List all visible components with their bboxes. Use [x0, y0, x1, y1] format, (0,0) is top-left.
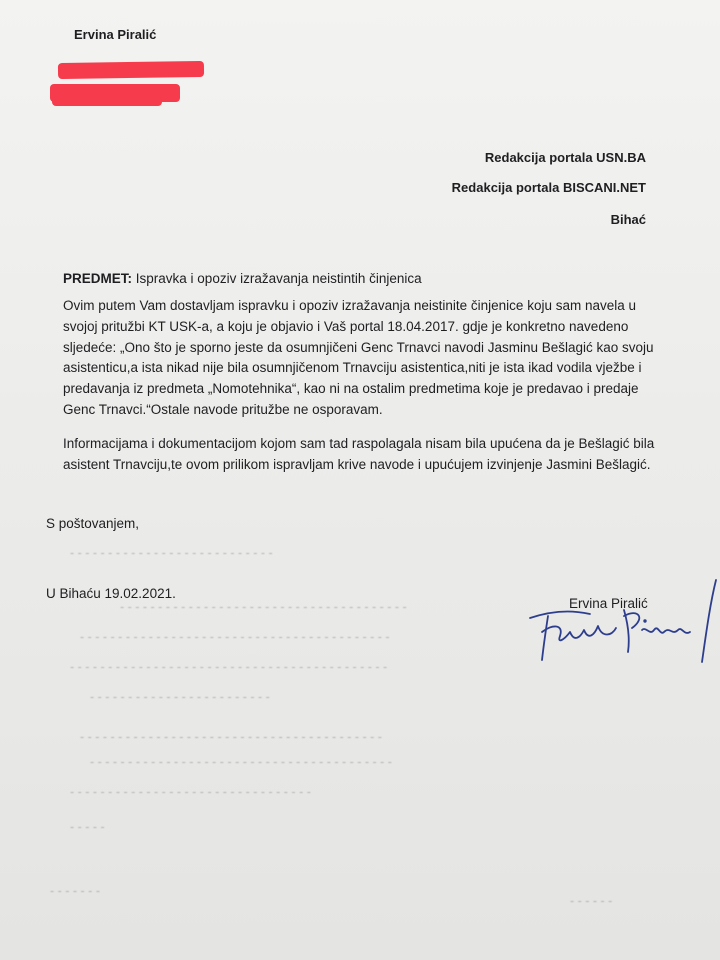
- recipient-line: Redakcija portala USN.BA: [484, 150, 646, 165]
- body-line: svojoj pritužbi KT USK-a, a koju je objavio i Vaš portal 18.04.2017. gdje je konkretno navedeno: [63, 318, 629, 334]
- closing-salutation: S poštovanjem,: [46, 516, 140, 531]
- bleed-through-decoration: - - - - - - - - - - - - - - - - - - - - - - - - - - - - - - - - - - - - - -: [120, 600, 407, 614]
- subject-text: Ispravka i opoziv izražavanja neistintih činjenica: [135, 271, 422, 286]
- bleed-through-decoration: - - - - - - - - - - - - - - - - - - - - - - - -: [90, 690, 270, 704]
- bleed-through-decoration: - - - - - - - - - - - - - - - - - - - - - - - - - - - - - - - - - - - - - - - -: [80, 730, 382, 744]
- body-line: asistent Trnavciju,te ovom prilikom ispravljam krive navode i upućujem izvinjenje Jasmini Bešlagić.: [63, 456, 651, 472]
- bleed-through-decoration: - - - - - - - - - - - - - - - - - - - - - - - - - - - - - - - - - - - - - - - - -: [80, 630, 390, 644]
- bleed-through-decoration: - - - - -: [70, 820, 105, 834]
- place-date: U Bihaću 19.02.2021.: [46, 586, 176, 601]
- bleed-through-decoration: - - - - - - - - - - - - - - - - - - - - - - - - - - - - - - - - - - - - - - - - - -: [70, 660, 388, 674]
- recipient-line: Redakcija portala BISCANI.NET: [451, 180, 646, 195]
- body-line: predavanja iz predmeta „Nomotehnika“, kao ni na ostalim predmetima koje je predavao i predaje: [63, 381, 639, 397]
- body-line: Genc Trnavci.“Ostale navode pritužbe ne osporavam.: [63, 401, 383, 417]
- body-line: sljedeće: „Ono što je sporno jeste da osumnjičeni Genc Trnavci navodi Jasminu Bešlagić kao svoju: [63, 339, 654, 355]
- subject-line: [63, 271, 422, 286]
- bleed-through-decoration: - - - - - -: [570, 894, 613, 908]
- body-line: asistenticu,a ista nikad nije bila osumnjičenom Trnavciju asistentica,niti je ista ikad vodila vježbe i: [63, 360, 642, 376]
- bleed-through-decoration: - - - - - - -: [50, 884, 100, 898]
- body-paragraph-1: [63, 296, 663, 421]
- body-line: Informacijama i dokumentacijom kojom sam tad raspolagala nisam bila upućena da je Bešlagić bila: [63, 436, 655, 451]
- bleed-through-decoration: - - - - - - - - - - - - - - - - - - - - - - - - - - -: [70, 546, 273, 560]
- signer-name: Ervina Piralić: [569, 596, 648, 611]
- subject-label: PREDMET:: [63, 271, 133, 286]
- body-line: Ovim putem Vam dostavljam ispravku i opoziv izražavanja neistinite činjenice koju sam navela u: [63, 298, 637, 313]
- bleed-through-decoration: - - - - - - - - - - - - - - - - - - - - - - - - - - - - - - - -: [70, 785, 311, 799]
- redaction-mark: [58, 61, 204, 79]
- sender-name: Ervina Piralić: [74, 27, 157, 42]
- recipient-city: Bihać: [610, 212, 646, 227]
- body-paragraph-2: [63, 434, 663, 476]
- redaction-mark: [52, 96, 162, 106]
- bleed-through-decoration: - - - - - - - - - - - - - - - - - - - - - - - - - - - - - - - - - - - - - - - -: [90, 755, 392, 769]
- handwritten-signature: [520, 574, 720, 674]
